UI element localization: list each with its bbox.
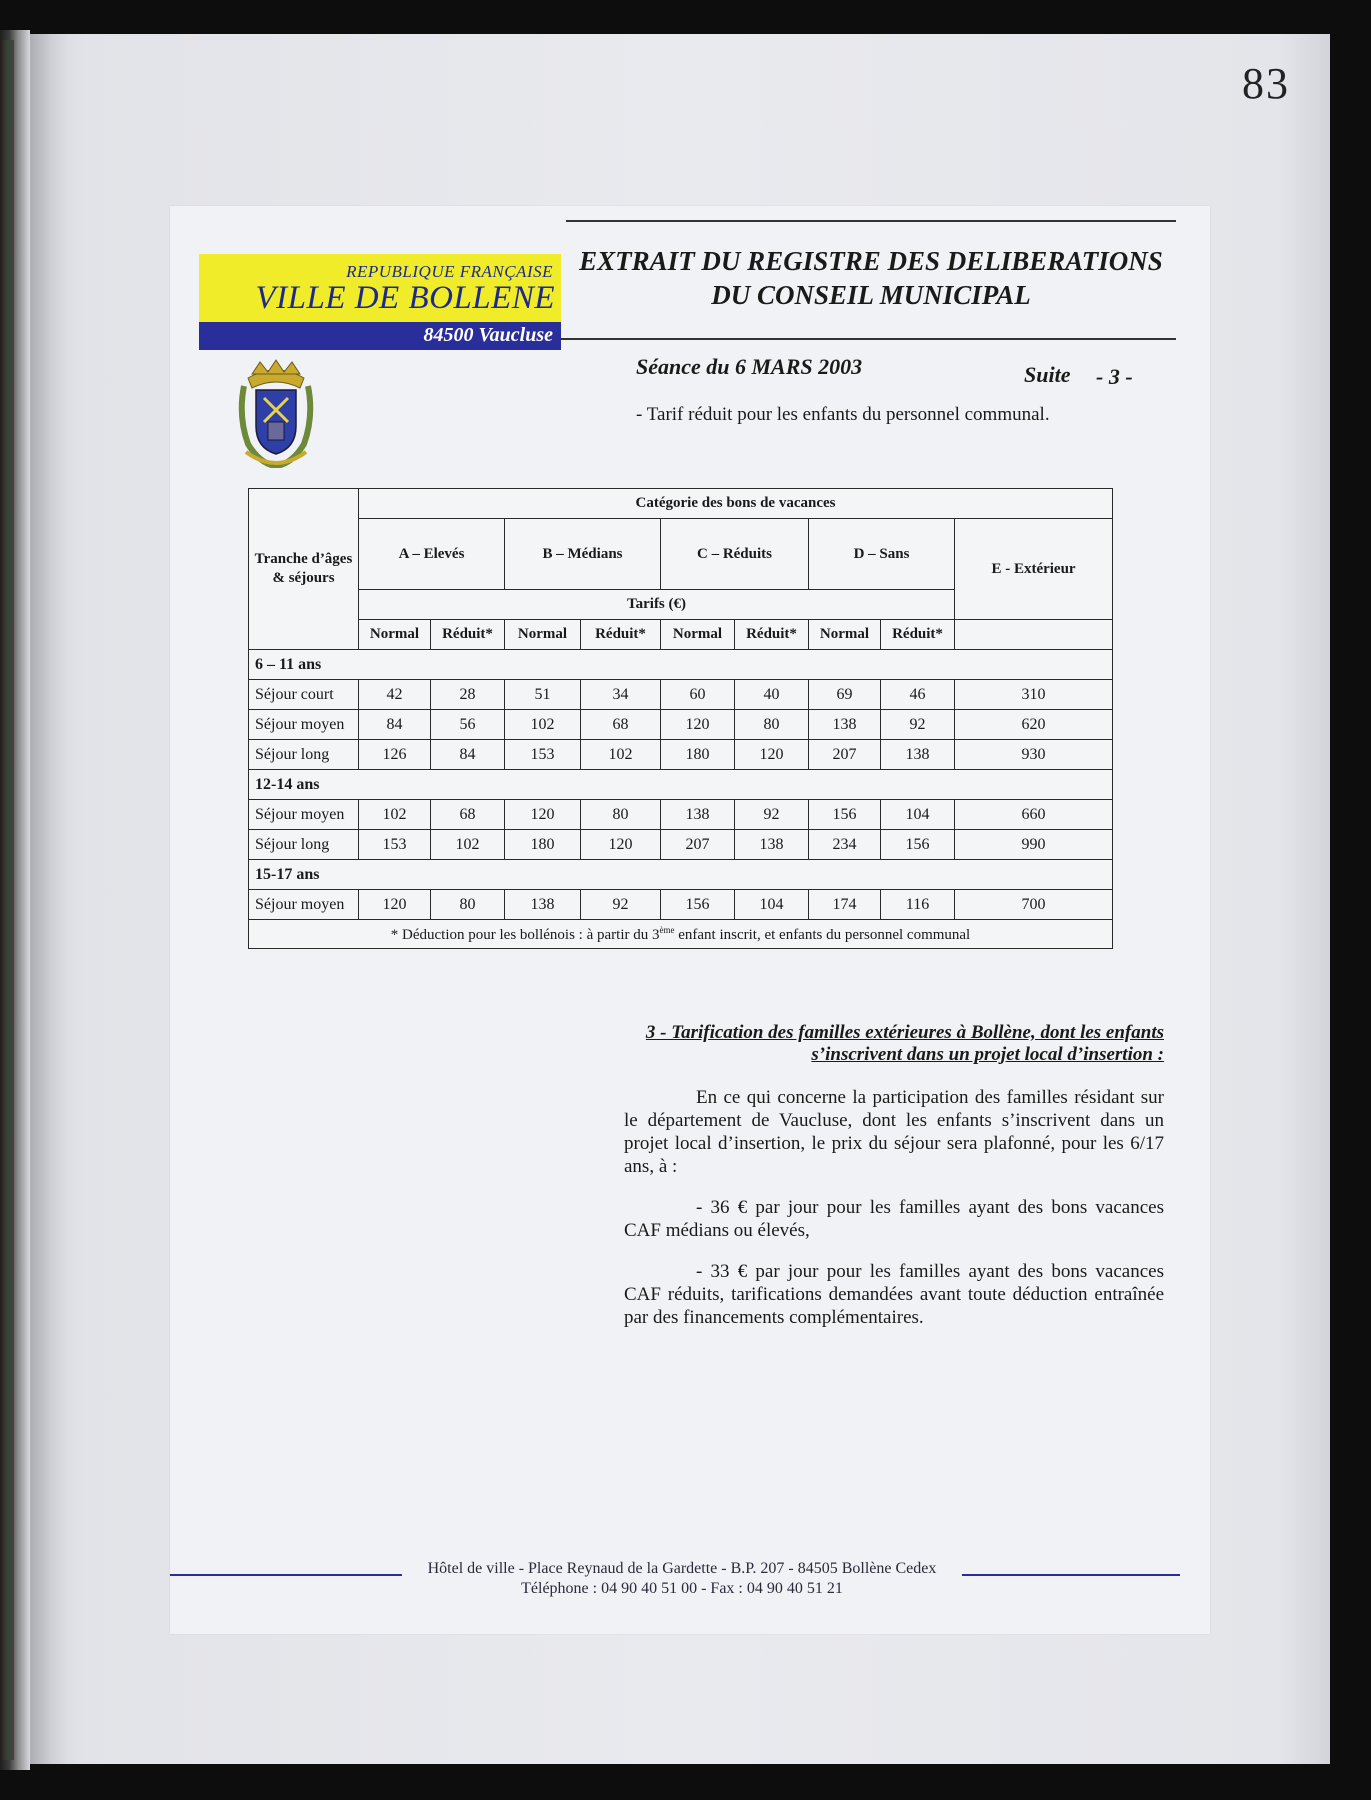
footnote-sup: ème (659, 924, 675, 935)
book-spine (0, 30, 30, 1770)
intro-line: - Tarif réduit pour les enfants du personnel communal. (636, 404, 1050, 425)
age-group-row (249, 770, 1113, 800)
tariff-cell: 68 (581, 710, 661, 740)
tariff-cell: 126 (359, 740, 431, 770)
tariff-cell: 120 (359, 890, 431, 920)
tariff-cell: 80 (431, 890, 505, 920)
tariff-cell: 310 (955, 680, 1113, 710)
section-3-para1: En ce qui concerne la participation des familles résidant sur le département de Vaucluse, dont les enfants s’inscrivent dans un projet local d’insertion, le prix du séjour sera plafonné, pour les 6/17 ans, à : (624, 1087, 1164, 1177)
suite-label: Suite (1024, 362, 1071, 387)
tariff-cell: 92 (581, 890, 661, 920)
col-reduit: Réduit* (431, 620, 505, 650)
col-exterieur-blank (955, 620, 1113, 650)
col-reduit: Réduit* (581, 620, 661, 650)
tariff-cell: 138 (881, 740, 955, 770)
subheader-row (249, 620, 1113, 650)
table-footnote (249, 920, 1113, 949)
table-row (249, 680, 1113, 710)
document-title-line1: EXTRAIT DU REGISTRE DES DELIBERATIONS (579, 246, 1163, 276)
tariff-cell: 930 (955, 740, 1113, 770)
suite-number: - 3 - (1096, 364, 1133, 389)
age-group-label: 6 – 11 ans (249, 650, 1113, 680)
footnote-row (249, 920, 1113, 949)
age-group-row (249, 860, 1113, 890)
page-number: 83 (1242, 59, 1290, 108)
tariff-cell: 138 (661, 800, 735, 830)
tariff-cell: 990 (955, 830, 1113, 860)
republique-label: REPUBLIQUE FRANÇAISE (346, 262, 553, 281)
department-label: 84500 Vaucluse (423, 324, 553, 346)
tariff-cell: 120 (735, 740, 809, 770)
footer-address: Hôtel de ville - Place Reynaud de la Gardette - B.P. 207 - 84505 Bollène Cedex (427, 1560, 937, 1577)
session-date: Séance du 6 MARS 2003 (636, 354, 863, 379)
col-normal: Normal (809, 620, 881, 650)
footnote-post: enfant inscrit, et enfants du personnel communal (674, 926, 971, 943)
bookmark-ribbon (2, 40, 14, 1760)
tariff-cell: 138 (505, 890, 581, 920)
tariff-cell: 56 (431, 710, 505, 740)
tariff-cell: 174 (809, 890, 881, 920)
tariff-cell: 102 (505, 710, 581, 740)
tariff-cell: 120 (581, 830, 661, 860)
tariff-cell: 153 (505, 740, 581, 770)
col-reduit: Réduit* (735, 620, 809, 650)
tariff-cell: 207 (809, 740, 881, 770)
tranche-header: Tranche d’âges & séjours (249, 489, 359, 650)
category-e: E - Extérieur (955, 519, 1113, 620)
town-name: VILLE DE BOLLENE (255, 280, 555, 316)
tariff-cell: 34 (581, 680, 661, 710)
tariff-cell: 620 (955, 710, 1113, 740)
tariff-cell: 156 (809, 800, 881, 830)
sejour-label: Séjour moyen (249, 890, 359, 920)
tariff-cell: 60 (661, 680, 735, 710)
section-3-title: 3 - Tarification des familles extérieures à Bollène, dont les enfants s’inscrivent dans un projet local d’insertion : (645, 1022, 1164, 1065)
page-gutter-shadow (30, 34, 85, 1764)
tariff-cell: 104 (881, 800, 955, 830)
tariff-cell: 84 (359, 710, 431, 740)
tariff-cell: 138 (735, 830, 809, 860)
tariff-cell: 102 (581, 740, 661, 770)
tariff-table (248, 488, 1113, 949)
document-sheet (170, 206, 1210, 1634)
tariff-cell: 80 (581, 800, 661, 830)
department-banner (199, 322, 561, 350)
category-d: D – Sans (809, 519, 955, 590)
tariff-cell: 102 (431, 830, 505, 860)
sejour-label: Séjour moyen (249, 710, 359, 740)
section-3-para2: - 36 € par jour pour les familles ayant des bons vacances CAF médians ou élevés, (624, 1197, 1164, 1241)
tariff-cell: 92 (881, 710, 955, 740)
tariff-cell: 234 (809, 830, 881, 860)
col-normal: Normal (661, 620, 735, 650)
tariff-cell: 207 (661, 830, 735, 860)
category-c: C – Réduits (661, 519, 809, 590)
category-row (249, 519, 1113, 590)
tariff-cell: 51 (505, 680, 581, 710)
sejour-label: Séjour long (249, 830, 359, 860)
tariff-cell: 180 (661, 740, 735, 770)
table-row (249, 800, 1113, 830)
header-rule-bottom (500, 338, 1176, 340)
tariff-cell: 40 (735, 680, 809, 710)
tarifs-header: Tarifs (€) (359, 590, 955, 620)
footer-phone: Téléphone : 04 90 40 51 00 - Fax : 04 90 40 51 21 (521, 1580, 843, 1597)
tariff-cell: 80 (735, 710, 809, 740)
coat-of-arms-icon (238, 356, 314, 468)
tariff-cell: 46 (881, 680, 955, 710)
tariff-cell: 68 (431, 800, 505, 830)
sejour-label: Séjour long (249, 740, 359, 770)
header-rule-top (566, 220, 1176, 222)
tariff-cell: 153 (359, 830, 431, 860)
section-3-para3: - 33 € par jour pour les familles ayant des bons vacances CAF réduits, tarifications demandées avant toute déduction entraînée par des financements complémentaires. (624, 1261, 1164, 1328)
tariff-cell: 42 (359, 680, 431, 710)
table-header-row (249, 489, 1113, 519)
section-3 (624, 1022, 1164, 1329)
tariff-cell: 156 (661, 890, 735, 920)
table-row (249, 710, 1113, 740)
sejour-label: Séjour court (249, 680, 359, 710)
col-reduit: Réduit* (881, 620, 955, 650)
footer-rule-right (962, 1574, 1180, 1576)
tariff-cell: 156 (881, 830, 955, 860)
col-normal: Normal (505, 620, 581, 650)
tariff-cell: 28 (431, 680, 505, 710)
tariff-cell: 120 (661, 710, 735, 740)
tariff-cell: 700 (955, 890, 1113, 920)
tariff-cell: 102 (359, 800, 431, 830)
tariff-body (249, 650, 1113, 920)
age-group-label: 12-14 ans (249, 770, 1113, 800)
age-group-row (249, 650, 1113, 680)
footer-rule-left (170, 1574, 402, 1576)
tariff-cell: 660 (955, 800, 1113, 830)
category-header: Catégorie des bons de vacances (359, 489, 1113, 519)
sejour-label: Séjour moyen (249, 800, 359, 830)
age-group-label: 15-17 ans (249, 860, 1113, 890)
tariff-cell: 92 (735, 800, 809, 830)
tariff-cell: 180 (505, 830, 581, 860)
col-normal: Normal (359, 620, 431, 650)
tariff-cell: 116 (881, 890, 955, 920)
document-title-line2: DU CONSEIL MUNICIPAL (711, 280, 1031, 310)
category-a: A – Elevés (359, 519, 505, 590)
tariff-cell: 104 (735, 890, 809, 920)
table-row (249, 830, 1113, 860)
footnote-pre: * Déduction pour les bollénois : à partir du 3 (390, 926, 660, 943)
town-banner (199, 254, 561, 322)
tariff-cell: 138 (809, 710, 881, 740)
category-b: B – Médians (505, 519, 661, 590)
table-row (249, 890, 1113, 920)
tariff-cell: 120 (505, 800, 581, 830)
tariff-cell: 84 (431, 740, 505, 770)
tariff-cell: 69 (809, 680, 881, 710)
table-row (249, 740, 1113, 770)
